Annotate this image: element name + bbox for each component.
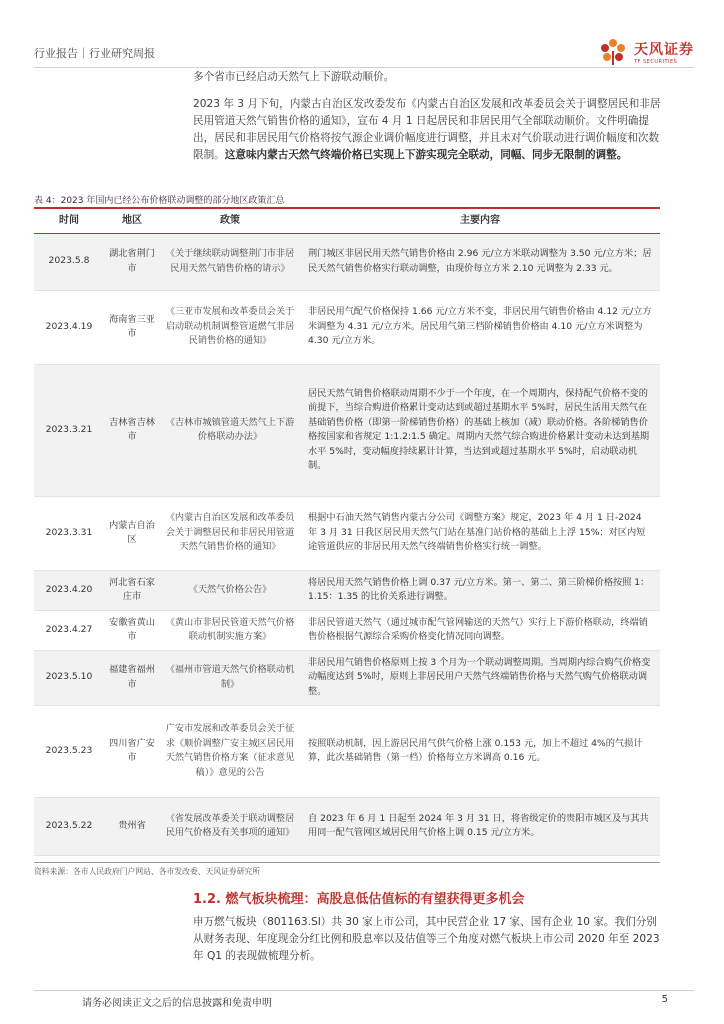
policy-table [34,210,660,856]
table-row [34,570,660,610]
cell-date: 2023.5.8 [34,233,104,290]
table-title: 表 4：2023 年国内已经公布价格联动调整的部分地区政策汇总 [34,196,285,206]
cell-content: 非居民用气销售价格原则上按 3 个月为一个联动调整周期。当周期内综合购气价格变动幅度达到 5%时，原则上非居民用户天然气终端销售价格与天然气购气价格联动调整。 [300,650,660,705]
intro-line: 多个省市已经启动天然气上下游联动顺价。 [193,71,395,83]
table-source: 资料来源：各市人民政府门户网站、各市发改委、天风证券研究所 [34,867,261,876]
cell-date: 2023.3.31 [34,496,104,570]
cell-date: 2023.4.19 [34,290,104,364]
logo-flower-icon [596,37,630,67]
cell-region: 河北省石家庄市 [104,570,160,610]
table-bottom-rule [34,862,660,863]
header-content: 主要内容 [300,210,660,233]
section-paragraph: 申万燃气板块（801163.SI）共 30 家上市公司，其中民营企业 17 家、国有企业 10 家。我们分别从财务表现、年度现金分红比例和股息率以及估值等三个角度对燃气板块上市公司 2020 年至 2023 年 Q1 的表现做梳理分析。 [193,916,660,962]
cell-policy: 《三亚市发展和改革委员会关于启动联动机制调整管道燃气非居民销售价格的通知》 [160,290,300,364]
header-region: 地区 [104,210,160,233]
cell-date: 2023.5.22 [34,797,104,855]
table-row [34,705,660,797]
cell-policy: 《内蒙古自治区发展和改革委员会关于调整居民和非居民用管道天然气销售价格的通知》 [160,496,300,570]
cell-content: 非居民管道天然气（通过城市配气管网输送的天然气）实行上下游价格联动，终端销售价格根据气源综合采购价格变化情况同向调整。 [300,610,660,650]
table-row [34,496,660,570]
cell-region: 海南省三亚市 [104,290,160,364]
cell-region: 吉林省吉林市 [104,364,160,496]
cell-date: 2023.5.23 [34,705,104,797]
page-header [34,36,694,66]
cell-date: 2023.5.10 [34,650,104,705]
table-header-row [34,210,660,233]
intro-paragraph-text: 2023 年 3 月下旬，内蒙古自治区发改委发布《内蒙古自治区发展和改革委员会关于调整居民和非居民用管道天然气销售价格的通知》，宣布 4 月 1 日起居民和非居民用气全部联动顺价。文件明确提出，居民和非居民用气价格将按气源企业调价幅度进行调整，并且未对气价联动进行调价幅度和次数限制。 [193,98,661,161]
table-row [34,797,660,855]
table-top-rule [34,207,660,209]
cell-date: 2023.3.21 [34,364,104,496]
cell-region: 四川省广安市 [104,705,160,797]
cell-policy: 《关于继续联动调整荆门市非居民用天然气销售价格的请示》 [160,233,300,290]
table-row [34,650,660,705]
header-date: 时间 [34,210,104,233]
cell-content: 根据中石油天然气销售内蒙古分公司《调整方案》规定，2023 年 4 月 1 日-2024 年 3 月 31 日我区居民用天然气门站在基准门站价格的基础上上浮 15%；对区内短途管道供应的非居民用天然气终端销售价格实行统一调整。 [300,496,660,570]
cell-content: 自 2023 年 6 月 1 日起至 2024 年 3 月 31 日，将省级定价的贵阳市城区及与其共用同一配气管网区域居民用气价格上调 0.15 元/立方米。 [300,797,660,855]
cell-policy: 《天然气价格公告》 [160,570,300,610]
cell-region: 贵州省 [104,797,160,855]
cell-region: 内蒙古自治区 [104,496,160,570]
cell-date: 2023.4.27 [34,610,104,650]
cell-policy: 《福州市管道天然气价格联动机制》 [160,650,300,705]
cell-content: 按照联动机制，因上游居民用气供气价格上涨 0.153 元，加上不超过 4%的气损计算，此次基础销售（第一档）价格每立方米调高 0.16 元。 [300,705,660,797]
table-row [34,364,660,496]
page-number: 5 [661,994,668,1005]
table-row [34,610,660,650]
cell-region: 湖北省荆门市 [104,233,160,290]
cell-content: 荆门城区非居民用天然气销售价格由 2.96 元/立方米联动调整为 3.50 元/立方米；居民天然气销售价格实行联动调整，由现价每立方米 2.10 元调整为 2.33 元。 [300,233,660,290]
report-breadcrumb: 行业报告｜行业研究周报 [34,47,155,60]
footer-disclaimer: 请务必阅读正文之后的信息披露和免责申明 [82,998,272,1009]
footer-divider [34,990,694,991]
header-policy: 政策 [160,210,300,233]
table-row [34,233,660,290]
cell-policy: 《吉林市城镇管道天然气上下游价格联动办法》 [160,364,300,496]
cell-content: 将居民用天然气销售价格上调 0.37 元/立方米。第一、第二、第三阶梯价格按照 1：1.15：1.35 的比价关系进行调整。 [300,570,660,610]
cell-policy: 《省发展改革委关于联动调整居民用气价格及有关事项的通知》 [160,797,300,855]
cell-region: 福建省福州市 [104,650,160,705]
cell-date: 2023.4.20 [34,570,104,610]
cell-content: 非居民用气配气价格保持 1.66 元/立方米不变，非居民用气销售价格由 4.12 元/立方米调整为 4.31 元/立方米。居民用气第三档阶梯销售价格由 4.10 元/立方米调整为 4.30 元/立方米。 [300,290,660,364]
header-divider [34,67,694,68]
logo-text-en: TF SECURITIES [634,59,678,65]
cell-policy: 《黄山市非居民管道天然气价格联动机制实施方案》 [160,610,300,650]
logo-text-cn: 天风证券 [634,42,694,58]
table-row [34,290,660,364]
intro-paragraph-emphasis: 这意味内蒙古天然气终端价格已实现上下游实现完全联动，同幅、同步无限制的调整。 [224,149,628,161]
intro-paragraph [193,96,663,164]
section-heading: 1.2. 燃气板块梳理：高股息低估值标的有望获得更多机会 [193,892,525,907]
cell-content: 居民天然气销售价格联动周期不少于一个年度，在一个周期内，保持配气价格不变的前提下，当综合购进价格累计变动达到或超过基期水平 5%时，居民生活用天然气在基础销售价格（即第一阶梯销售价格）的基础上核加（减）联动价格。各阶梯销售价格按国家和省规定 1:1.2:1.5 确定。周期内天然气综合购进价格累计变动未达到基期水平 5%时，变动幅度持续累计计算，当达到或超过基期水平 5%时，启动联动机制。 [300,364,660,496]
cell-policy: 广安市发展和改革委员会关于征求《顺价调整广安主城区居民用天然气销售价格方案（征求意见稿）》意见的公告 [160,705,300,797]
cell-region: 安徽省黄山市 [104,610,160,650]
company-logo [596,36,694,68]
